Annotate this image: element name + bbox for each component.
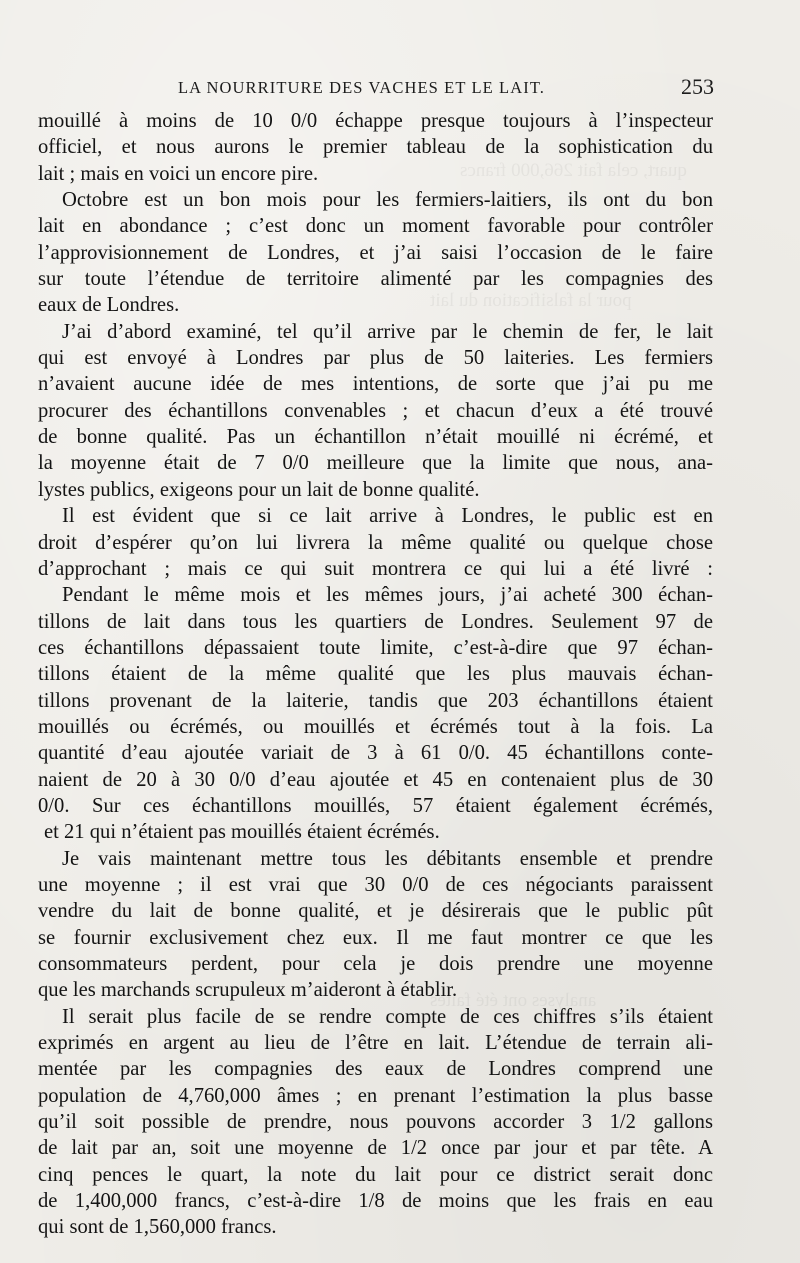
- text-line: et 21 qui n’étaient pas mouillés étaient écrémés.: [44, 821, 440, 844]
- text-line: tillons étaient de la même qualité que les plus mauvais échan-: [38, 663, 713, 686]
- text-line: tillons de lait dans tous les quartiers de Londres. Seulement 97 de: [38, 610, 713, 633]
- text-line: tillons provenant de la laiterie, tandis que 203 échantillons étaient: [38, 689, 713, 712]
- text-line: cinq pences le quart, la note du lait pour ce district serait donc: [38, 1163, 713, 1186]
- text-line: J’ai d’abord examiné, tel qu’il arrive par le chemin de fer, le lait: [62, 320, 713, 343]
- text-line: l’approvisionnement de Londres, et j’ai saisi l’occasion de le faire: [38, 241, 713, 264]
- text-line: lait ; mais en voici un encore pire.: [38, 162, 319, 185]
- text-line: Je vais maintenant mettre tous les débitants ensemble et prendre: [62, 847, 713, 870]
- text-line: d’approchant ; mais ce qui suit montrera ce qui lui a été livré :: [38, 557, 713, 580]
- text-line: mentée par les compagnies des eaux de Londres comprend une: [38, 1058, 713, 1081]
- paragraph: [38, 503, 713, 582]
- text-line: de lait par an, soit une moyenne de 1/2 once par jour et par tête. A: [38, 1137, 713, 1160]
- text-line: n’avaient aucune idée de mes intentions, de sorte que j’ai pu me: [38, 373, 713, 396]
- text-line: la moyenne était de 7 0/0 meilleure que la limite que nous, ana-: [38, 452, 713, 475]
- running-title: LA NOURRITURE DES VACHES ET LE LAIT.: [178, 78, 546, 97]
- show-through: pour la falsification du lait: [430, 290, 632, 311]
- text-line: vendre du lait de bonne qualité, et je désirerais que le public pût: [38, 900, 713, 923]
- paragraph: [38, 846, 713, 1004]
- text-line: quantité d’eau ajoutée variait de 3 à 61 0/0. 45 échantillons conte-: [38, 742, 713, 765]
- text-line: lystes publics, exigeons pour un lait de bonne qualité.: [38, 478, 480, 501]
- text-line: qui est envoyé à Londres par plus de 50 laiteries. Les fermiers: [38, 347, 713, 370]
- text-line: une moyenne ; il est vrai que 30 0/0 de ces négociants paraissent: [38, 873, 713, 896]
- text-line: mouillé à moins de 10 0/0 échappe presque toujours à l’inspecteur: [38, 110, 713, 132]
- paragraph: [38, 319, 713, 503]
- text-line: Il est évident que si ce lait arrive à Londres, le public est en: [62, 505, 713, 528]
- text-line: Pendant le même mois et les mêmes jours, j’ai acheté 300 échan-: [62, 584, 713, 607]
- text-line: officiel, et nous aurons le premier tableau de la sophistication du: [38, 136, 713, 159]
- text-line: exprimés en argent au lieu de l’être en lait. L’étendue de terrain ali-: [38, 1032, 713, 1055]
- text-line: 0/0. Sur ces échantillons mouillés, 57 étaient également écrémés,: [38, 794, 713, 817]
- text-line: qui sont de 1,560,000 francs.: [38, 1216, 277, 1239]
- text-line: mouillés ou écrémés, ou mouillés et écrémés tout à la fois. La: [38, 715, 713, 738]
- text-line: droit d’espérer qu’on lui livrera la même qualité ou quelque chose: [38, 531, 713, 554]
- paragraph: [38, 187, 713, 319]
- text-line: se fournir exclusivement chez eux. Il me faut montrer ce que les: [38, 926, 713, 949]
- text-line: Octobre est un bon mois pour les fermiers-laitiers, ils ont du bon: [62, 189, 713, 212]
- paragraph: [38, 1004, 713, 1241]
- text-line: eaux de Londres.: [38, 294, 180, 317]
- page-number: 253: [681, 74, 714, 99]
- text-line: que les marchands scrupuleux m’aideront à établir.: [38, 979, 458, 1002]
- text-line: ces échantillons dépassaient toute limite, c’est-à-dire que 97 échan-: [38, 636, 713, 659]
- text-line: procurer des échantillons convenables ; et chacun d’eux a été trouvé: [38, 399, 713, 422]
- text-line: population de 4,760,000 âmes ; en prenant l’estimation la plus basse: [38, 1084, 713, 1107]
- text-line: de 1,400,000 francs, c’est-à-dire 1/8 de moins que les frais en eau: [38, 1190, 713, 1213]
- text-line: sur toute l’étendue de territoire alimenté par les compagnies des: [38, 268, 713, 291]
- text-line: consommateurs perdent, pour cela je dois prendre une moyenne: [38, 953, 713, 975]
- running-head: [38, 74, 714, 104]
- show-through: quart, cela fait 266,000 francs: [460, 160, 687, 181]
- text-line: lait en abondance ; c’est donc un moment favorable pour contrôler: [38, 215, 713, 238]
- show-through: analyses ont été faites: [430, 990, 597, 1011]
- text-line: Il serait plus facile de se rendre compte de ces chiffres s’ils étaient: [62, 1005, 713, 1028]
- text-line: qu’il soit possible de prendre, nous pouvons accorder 3 1/2 gallons: [38, 1111, 713, 1134]
- text-line: naient de 20 à 30 0/0 d’eau ajoutée et 45 en contenaient plus de 30: [38, 768, 713, 791]
- text-line: de bonne qualité. Pas un échantillon n’était mouillé ni écrémé, et: [38, 426, 713, 449]
- paragraph: [38, 582, 713, 845]
- body-text: [38, 108, 713, 1241]
- paragraph: [38, 108, 713, 187]
